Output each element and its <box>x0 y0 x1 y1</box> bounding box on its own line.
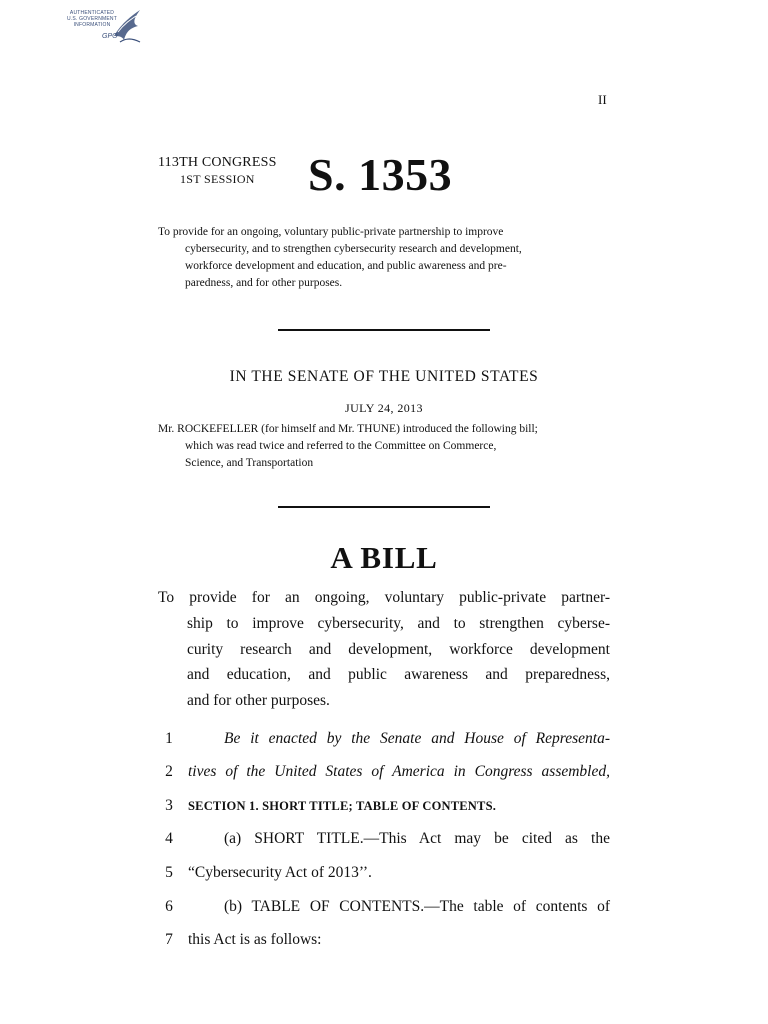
bill-line <box>0 797 768 827</box>
line-number: 3 <box>165 797 173 814</box>
bill-line <box>0 730 768 760</box>
line-text: (b) TABLE OF CONTENTS.—The table of contents of <box>224 898 610 915</box>
seal-line-2: U.S. GOVERNMENT <box>67 16 117 22</box>
introduction-line-1: Mr. ROCKEFELLER (for himself and Mr. THUNE) introduced the following bill; <box>158 423 538 435</box>
long-title-line-5: and for other purposes. <box>187 692 330 710</box>
long-title-line-1: To provide for an ongoing, voluntary public-private partner- <box>158 589 610 606</box>
divider-rule <box>278 506 490 508</box>
divider-rule <box>278 329 490 331</box>
long-title-line-4: and education, and public awareness and preparedness, <box>187 666 610 684</box>
line-number: 6 <box>165 898 173 915</box>
gpo-seal <box>60 6 148 46</box>
long-title-line-3: curity research and development, workforce development <box>187 640 610 658</box>
bill-date: JULY 24, 2013 <box>345 401 423 415</box>
summary-line-4: paredness, and for other purposes. <box>185 277 343 289</box>
bill-line <box>0 898 768 928</box>
section-heading: SECTION 1. SHORT TITLE; TABLE OF CONTENTS. <box>188 799 497 813</box>
line-number: 5 <box>165 864 173 881</box>
line-number: 1 <box>165 730 173 747</box>
line-number: 4 <box>165 830 173 847</box>
summary-line-1: To provide for an ongoing, voluntary public-private partnership to improve <box>158 226 504 238</box>
bill-summary <box>158 224 610 292</box>
line-number: 7 <box>165 931 173 948</box>
seal-line-1: AUTHENTICATED <box>69 10 115 16</box>
seal-line-3: INFORMATION <box>73 22 111 28</box>
line-text: Be it enacted by the Senate and House of Representa- <box>224 730 610 747</box>
eagle-icon <box>110 6 146 46</box>
a-bill-heading: A BILL <box>330 540 438 575</box>
bill-line <box>0 931 768 961</box>
line-text: this Act is as follows: <box>188 931 322 948</box>
line-text: “Cybersecurity Act of 2013’’. <box>188 864 372 881</box>
long-title-line-2: ship to improve cybersecurity, and to strengthen cyberse- <box>187 614 610 632</box>
session-label: 1ST SESSION <box>180 172 255 186</box>
page-mark: II <box>598 92 607 107</box>
bill-line <box>0 763 768 793</box>
bill-number: S. 1353 <box>308 149 453 200</box>
line-number: 2 <box>165 763 173 780</box>
congress-label: 113TH CONGRESS <box>158 155 277 170</box>
summary-line-2: cybersecurity, and to strengthen cybersecurity research and development, <box>185 243 522 255</box>
bill-line <box>0 864 768 894</box>
line-text: (a) SHORT TITLE.—This Act may be cited as the <box>224 830 610 847</box>
introduction-line-2: which was read twice and referred to the Committee on Commerce, <box>185 440 497 452</box>
line-text: tives of the United States of America in Congress assembled, <box>188 763 610 780</box>
introduction-line-3: Science, and Transportation <box>185 457 314 469</box>
bill-line <box>0 830 768 860</box>
summary-line-3: workforce development and education, and public awareness and pre- <box>185 260 507 272</box>
senate-heading: IN THE SENATE OF THE UNITED STATES <box>229 368 539 385</box>
introduction-text <box>158 421 610 472</box>
long-title <box>158 585 610 714</box>
seal-gpo-mark: GPO <box>102 33 118 40</box>
